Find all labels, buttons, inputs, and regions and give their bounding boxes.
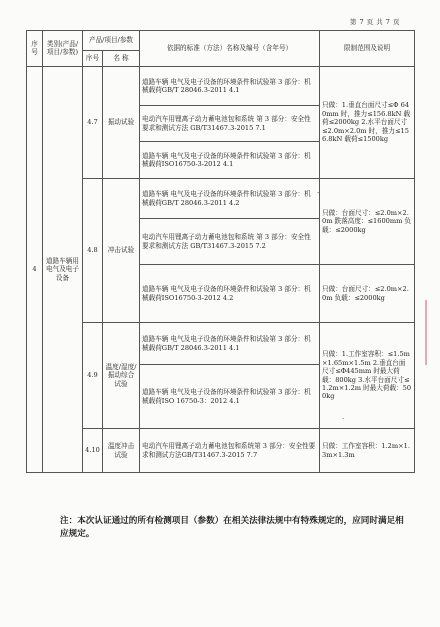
scope-table	[26, 30, 415, 473]
limit-cell: 只做：1.垂直台面尺寸≤Φ 640mm 时，推力≤156.8kN 载荷≤2000kg 2.水平台面尺寸≤2.0m×2.0m 时，推力≤156.8kN 载荷≤1500kg	[320, 67, 415, 179]
main-seq: 4	[27, 67, 43, 473]
header-row-1	[27, 31, 415, 51]
table-row	[27, 179, 415, 219]
header-limit: 限制范围及说明	[320, 31, 415, 67]
limit-cell: 只做：台面尺寸：≤2.0m×2.0m 负载：≤2000kg	[320, 265, 415, 323]
item-no: 4.10	[83, 429, 103, 473]
limit-cell: 只做：1.工作室容积：≤1.5m×1.65m×1.5m 2.垂直台面尺寸≤Φ445mm 时最大荷载：800kg 3.水平台面尺寸≤1.2m×1.2m 时最大荷载：500kg	[320, 323, 415, 429]
standard-cell: 道路车辆 电气及电子设备的环境条件和试验第 3 部分：机械载荷ISO 16750-3：2012 4.1	[140, 365, 320, 429]
stray-mark: ·	[317, 189, 320, 197]
header-category: 类别(产品/项目/参数)	[43, 31, 83, 67]
item-no: 4.7	[83, 67, 103, 179]
standard-cell: 电动汽车用锂离子动力蓄电池包和系统 第 3 部分：安全性要求和测试方法 GB/T31467.3-2015 7.1	[140, 106, 320, 142]
item-no: 4.9	[83, 323, 103, 429]
main-category: 道路车辆用电气及电子设备	[43, 67, 83, 473]
pink-margin-mark	[425, 300, 427, 365]
table-row	[27, 323, 415, 365]
page-number: 第 7 页 共 7 页	[349, 18, 400, 26]
item-name: 温度/湿度/振动综合试验	[103, 323, 140, 429]
header-product-item: 产品/项目/参数	[83, 31, 140, 51]
item-name: 振动试验	[103, 67, 140, 179]
item-name: 冲击试验	[103, 179, 140, 323]
standard-cell: 道路车辆 电气及电子设备的环境条件和试验第 3 部分：机械载荷GB/T 28046.3-2011 4.1	[140, 323, 320, 365]
standard-cell: 电动汽车用锂离子动力蓄电池包和系统 第 3 部分：安全性要求和测试方法 GB/T31467.3-2015 7.2	[140, 219, 320, 265]
stray-mark: ·	[342, 415, 345, 423]
standard-cell: 道路车辆 电气及电子设备的环境条件和试验第 3 部分：机械载荷ISO16750-3-2012 4.1	[140, 142, 320, 179]
header-sub-seq: 序号	[83, 51, 103, 67]
standard-cell: 电动汽车用锂离子动力蓄电池包和系统第 3 部分：安全性要求和测试方法GB/T31467.3-2015 7.7	[140, 429, 320, 473]
standard-cell: 道路车辆 电气及电子设备的环境条件和试验第 3 部分：机械载荷GB/T 28046.3-2011 4.2	[140, 179, 320, 219]
footnote: 注：本次认证通过的所有检测项目（参数）在相关法律法规中有特殊规定的，应同时满足相应规定。	[60, 516, 404, 540]
table-row	[27, 429, 415, 473]
item-name: 温度冲击试验	[103, 429, 140, 473]
standard-cell: 道路车辆 电气及电子设备的环境条件和试验第 3 部分：机械载荷GB/T 28046.3-2011 4.1	[140, 67, 320, 106]
table-row	[27, 67, 415, 106]
limit-cell: 只做：工作室容积：1.2m×1.3m×1.3m	[320, 429, 415, 473]
item-no: 4.8	[83, 179, 103, 323]
header-seq: 序号	[27, 31, 43, 67]
header-name: 名 称	[103, 51, 140, 67]
standard-cell: 道路车辆 电气及电子设备的环境条件和试验第 3 部分：机械载荷ISO16750-3-2012 4.2	[140, 265, 320, 323]
header-standard: 依据的标准（方法）名称及编号（含年号）	[140, 31, 320, 67]
limit-cell: 只做：台面尺寸：≤2.0m×2.0m 跌落高度：≤1600mm 负载：≤2000kg	[320, 179, 415, 265]
